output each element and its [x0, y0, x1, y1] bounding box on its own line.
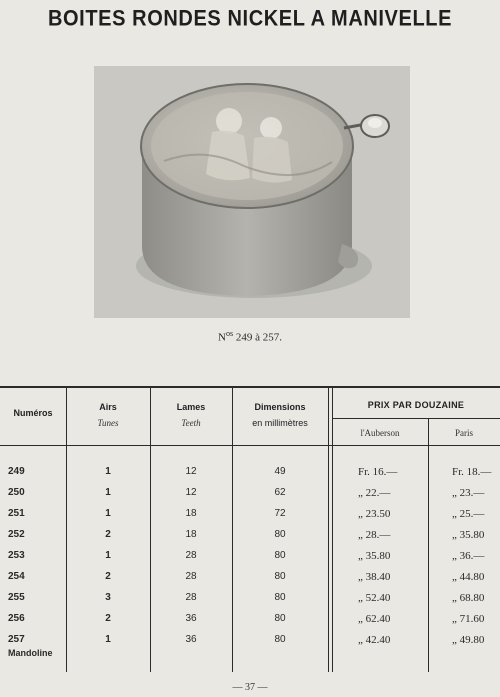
cell-price-paris: Fr. 18.— [452, 466, 492, 478]
table-row [0, 487, 500, 508]
cell-airs: 1 [105, 550, 111, 561]
cell-numero: 250 [8, 487, 25, 498]
cell-price-auberson: „ 35.80 [358, 550, 391, 562]
page-title: BOITES RONDES NICKEL A MANIVELLE [47, 6, 453, 32]
cell-lames: 36 [185, 613, 197, 624]
table-row [0, 571, 500, 592]
table-row [0, 592, 500, 613]
cell-price-auberson: „ 22.— [358, 487, 391, 499]
cell-dimensions: 80 [274, 571, 286, 582]
caption-superscript: os [225, 329, 234, 338]
cell-price-paris: „ 35.80 [452, 529, 485, 541]
cell-numero: 254 [8, 571, 25, 582]
cell-lames: 18 [185, 508, 197, 519]
cell-lames: 36 [185, 634, 197, 645]
row-note-mandoline: Mandoline [8, 648, 53, 658]
cell-airs: 2 [105, 529, 111, 540]
cell-price-auberson: „ 23.50 [358, 508, 391, 520]
caption-prefix: N [218, 331, 226, 344]
cell-price-paris: „ 68.80 [452, 592, 485, 604]
cell-airs: 1 [105, 508, 111, 519]
cell-dimensions: 80 [274, 550, 286, 561]
cell-price-auberson: „ 28.— [358, 529, 391, 541]
cell-numero: 257 [8, 634, 25, 645]
header-airs-en: Tunes [97, 418, 119, 428]
cell-airs: 2 [105, 613, 111, 624]
cell-dimensions: 72 [274, 508, 286, 519]
cell-lames: 28 [185, 592, 197, 603]
table-row [0, 508, 500, 529]
header-numeros: Numéros [13, 408, 53, 418]
header-bottom-rule [0, 445, 500, 446]
cell-price-paris: „ 25.— [452, 508, 485, 520]
cell-price-auberson: „ 62.40 [358, 613, 391, 625]
cell-price-paris: „ 71.60 [452, 613, 485, 625]
header-paris: Paris [455, 428, 473, 438]
cell-price-paris: „ 23.— [452, 487, 485, 499]
music-box-illustration [94, 66, 410, 318]
header-dimensions-unit: en millimètres [252, 418, 308, 428]
header-prix: PRIX PAR DOUZAINE [367, 400, 465, 410]
table-top-rule [0, 386, 500, 388]
header-airs: Airs [99, 402, 117, 412]
price-table [0, 386, 500, 672]
cell-price-auberson: „ 52.40 [358, 592, 391, 604]
caption-text: 249 à 257. [233, 331, 282, 344]
cell-lames: 28 [185, 571, 197, 582]
cell-price-auberson: „ 42.40 [358, 634, 391, 646]
table-row [0, 613, 500, 634]
cell-lames: 12 [185, 487, 197, 498]
cell-airs: 1 [105, 466, 111, 477]
cell-dimensions: 80 [274, 592, 286, 603]
cell-numero: 255 [8, 592, 25, 603]
cell-numero: 256 [8, 613, 25, 624]
table-row [0, 529, 500, 550]
cell-lames: 18 [185, 529, 197, 540]
cell-dimensions: 49 [274, 466, 286, 477]
cell-dimensions: 80 [274, 613, 286, 624]
table-row [0, 466, 500, 487]
cell-airs: 3 [105, 592, 111, 603]
cell-numero: 251 [8, 508, 25, 519]
cell-airs: 1 [105, 634, 111, 645]
cell-price-paris: „ 36.— [452, 550, 485, 562]
cell-dimensions: 80 [274, 634, 286, 645]
cell-price-paris: „ 44.80 [452, 571, 485, 583]
cell-dimensions: 80 [274, 529, 286, 540]
cell-price-auberson: Fr. 16.— [358, 466, 398, 478]
price-subheader-rule [332, 418, 500, 419]
music-box-photo [94, 66, 410, 318]
figure-caption [0, 329, 500, 344]
cell-price-auberson: „ 38.40 [358, 571, 391, 583]
table-row [0, 550, 500, 571]
header-lames: Lames [176, 402, 206, 412]
cell-dimensions: 62 [274, 487, 286, 498]
table-row [0, 634, 500, 655]
cell-lames: 12 [185, 466, 197, 477]
header-auberson: l'Auberson [360, 428, 400, 438]
cell-airs: 2 [105, 571, 111, 582]
page-number: — 37 — [232, 682, 268, 693]
header-dimensions: Dimensions [254, 402, 306, 412]
cell-price-paris: „ 49.80 [452, 634, 485, 646]
cell-airs: 1 [105, 487, 111, 498]
header-lames-en: Teeth [181, 418, 201, 428]
cell-numero: 252 [8, 529, 25, 540]
cell-numero: 249 [8, 466, 25, 477]
cell-lames: 28 [185, 550, 197, 561]
cell-numero: 253 [8, 550, 25, 561]
